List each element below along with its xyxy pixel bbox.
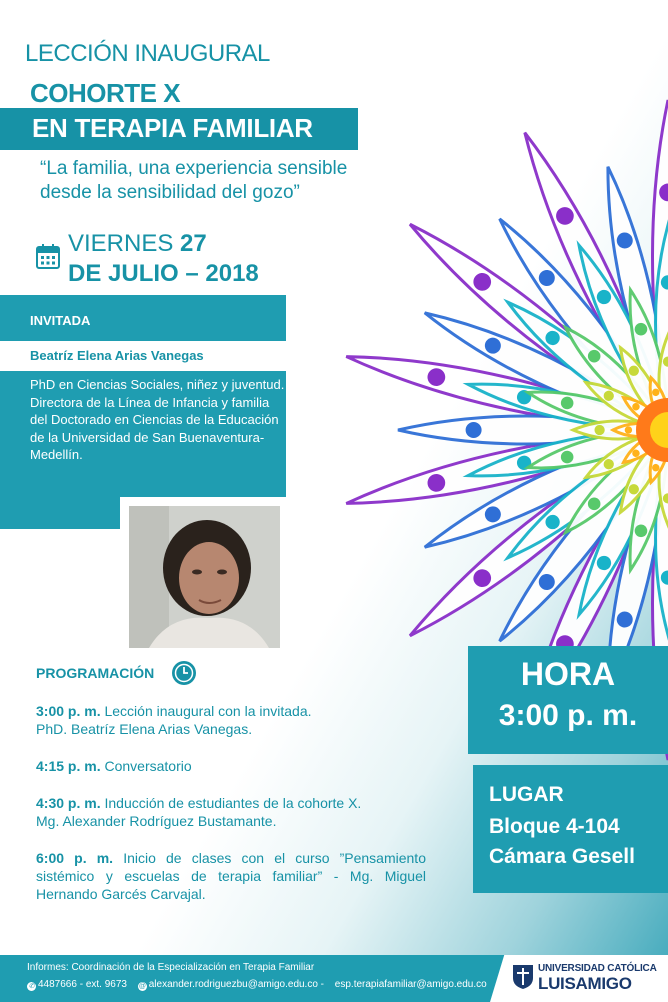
hora-box — [468, 646, 668, 754]
schedule-item-4 — [36, 849, 426, 903]
schedule-text-3: Inducción de estudiantes de la cohorte X. — [100, 795, 362, 811]
date-day-number: 27 — [180, 230, 207, 257]
schedule-text-1: Lección inaugural con la invitada. — [100, 703, 312, 719]
phone-icon: ✆ — [28, 983, 35, 990]
invitada-bio — [30, 376, 285, 464]
invitada-bio-1: PhD en Ciencias Sociales, niñez y juventud. — [30, 377, 285, 392]
schedule-time-2: 4:15 p. m. — [36, 758, 101, 774]
cohorte-title: COHORTE X — [30, 78, 181, 108]
university-shield-icon — [512, 964, 534, 990]
quote — [40, 157, 420, 205]
footer-phone — [27, 979, 131, 990]
lugar-label: LUGAR — [489, 783, 564, 806]
footer-contacts — [27, 979, 491, 991]
schedule-text-4: Inicio de clases con el curso ”Pensamiento sistémico y escuelas de terapia familiar” - Mg. Miguel Hernando Garcés Carvajal. — [36, 850, 426, 902]
invitada-bio-2: Directora de la Línea de Infancia y familia del Doctorado en Ciencias de la Educación de la Universidad de San Buenaventura-Medellín. — [30, 394, 279, 462]
lugar-bloque: Bloque 4-104 — [489, 815, 620, 838]
date-day — [68, 230, 207, 258]
footer-phone-text: 4487666 - ext. 9673 — [38, 979, 127, 990]
leccion-inaugural: LECCIÓN INAUGURAL — [25, 40, 270, 67]
quote-line-1: “La familia, una experiencia sensible — [40, 158, 348, 179]
schedule-extra-3: Mg. Alexander Rodríguez Bustamante. — [36, 813, 277, 829]
schedule-text-2: Conversatorio — [100, 758, 192, 774]
clock-icon — [171, 660, 197, 686]
calendar-icon — [36, 243, 60, 269]
lugar-box — [473, 765, 668, 893]
schedule-time-3: 4:30 p. m. — [36, 795, 101, 811]
schedule-item-1 — [36, 702, 436, 738]
logo-text-bottom: LUISAMIGO — [538, 974, 632, 993]
invitada-label: INVITADA — [30, 313, 91, 328]
date-month-year: DE JULIO – 2018 — [68, 260, 259, 287]
footer-email-1[interactable] — [138, 979, 328, 990]
schedule-item-3 — [36, 794, 436, 830]
hora-label: HORA — [520, 656, 616, 692]
footer-email-2[interactable]: esp.terapiafamiliar@amigo.edu.co — [334, 979, 487, 990]
footer-email-1-text: alexander.rodriguezbu@amigo.edu.co - — [148, 979, 325, 990]
program-title: EN TERAPIA FAMILIAR — [0, 108, 358, 150]
schedule-extra-1: PhD. Beatríz Elena Arias Vanegas. — [36, 721, 253, 737]
quote-line-2: desde la sensibilidad del gozo” — [40, 182, 300, 203]
logo-text-top: UNIVERSIDAD CATÓLICA — [538, 963, 657, 974]
date-day-label: VIERNES — [68, 230, 181, 257]
footer-informes: Informes: Coordinación de la Especialización en Terapia Familiar — [27, 962, 315, 973]
hora-value: 3:00 p. m. — [498, 699, 638, 732]
invitada-name: Beatríz Elena Arias Vanegas — [30, 348, 204, 363]
programacion-title: PROGRAMACIÓN — [36, 665, 155, 681]
schedule-item-2 — [36, 757, 436, 775]
invitada-photo — [129, 506, 280, 648]
email-icon: @ — [138, 983, 146, 990]
schedule-time-1: 3:00 p. m. — [36, 703, 101, 719]
lugar-sala: Cámara Gesell — [489, 845, 635, 868]
schedule-time-4: 6:00 p. m. — [36, 850, 114, 866]
